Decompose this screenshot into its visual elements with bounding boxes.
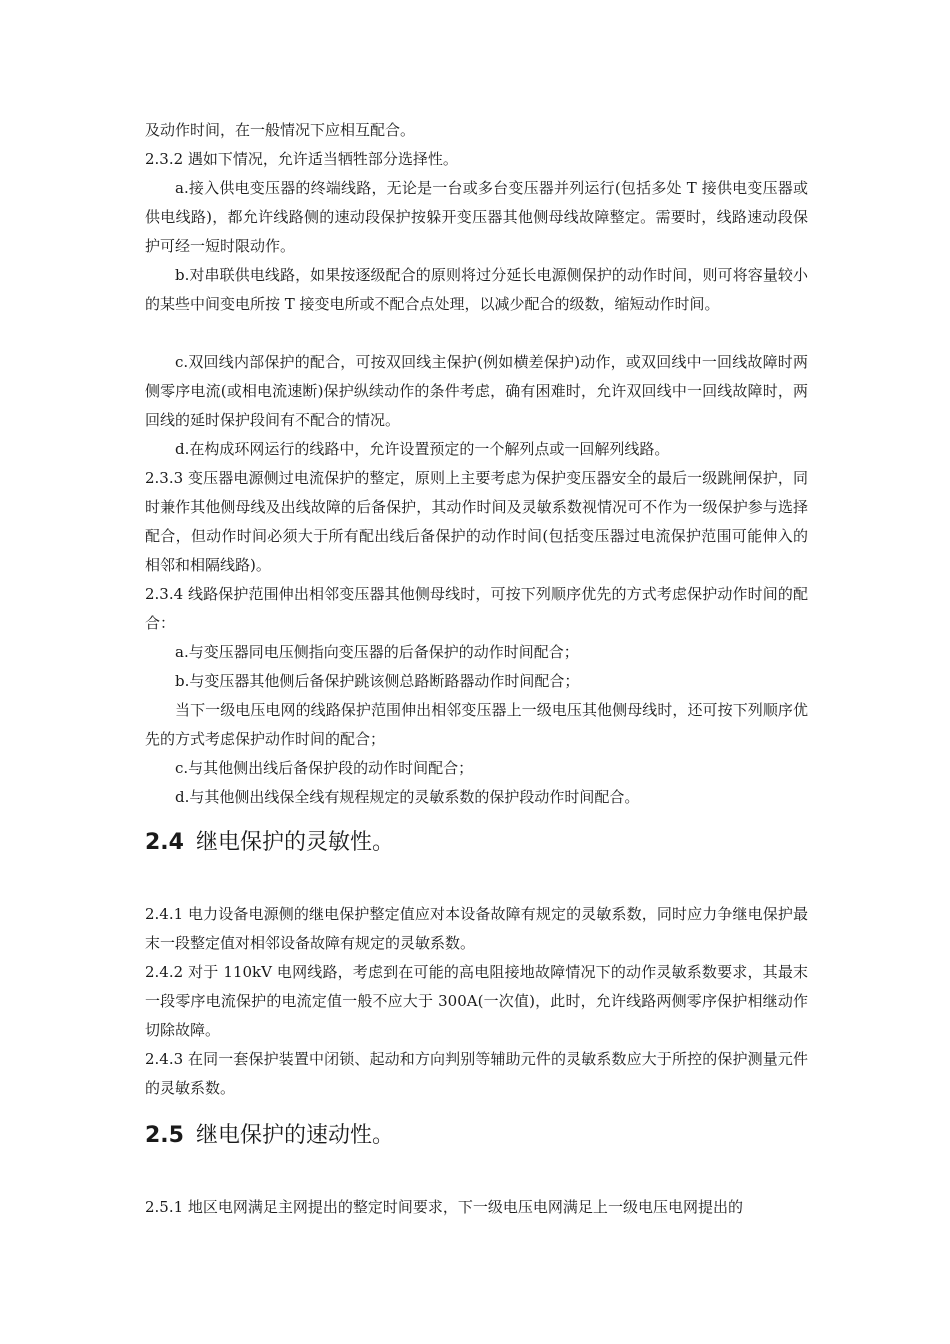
- clause-2-4-3: 2.4.3 在同一套保护装置中闭锁、起动和方向判别等辅助元件的灵敏系数应大于所控的保护测量元件的灵敏系数。: [145, 1050, 808, 1097]
- clause-2-3-4-note: 当下一级电压电网的线路保护范围伸出相邻变压器上一级电压其他侧母线时，还可按下列顺序优先的方式考虑保护动作时间的配合；: [145, 701, 808, 748]
- clause-2-3-4-a: a.与变压器同电压侧指向变压器的后备保护的动作时间配合；: [175, 643, 579, 661]
- clause-2-3-4: 2.3.4 线路保护范围伸出相邻变压器其他侧母线时，可按下列顺序优先的方式考虑保护动作时间的配合：: [145, 585, 808, 632]
- clause-2-3-2-a: a.接入供电变压器的终端线路，无论是一台或多台变压器并列运行(包括多处 T 接供电变压器或供电线路)，都允许线路侧的速动段保护按躲开变压器其他侧母线故障整定。需要时，线路速动段保护可经一短时限动作。: [145, 179, 808, 255]
- section-title: 继电保护的速动性。: [195, 1123, 394, 1148]
- clause-2-3-4-b: b.与变压器其他侧后备保护跳该侧总路断路器动作时间配合；: [175, 672, 580, 690]
- section-heading-2-5: [145, 1121, 394, 1151]
- section-number: 2.5: [145, 1123, 184, 1148]
- clause-2-4-2: 2.4.2 对于 110kV 电网线路，考虑到在可能的高电阻接地故障情况下的动作灵敏系数要求，其最末一段零序电流保护的电流定值一般不应大于 300A(一次值)，此时，允许线路两侧零序保护相继动作切除故障。: [145, 963, 808, 1039]
- clause-2-5-1: 2.5.1 地区电网满足主网提出的整定时间要求，下一级电压电网满足上一级电压电网提出的: [145, 1198, 743, 1216]
- clause-2-3-2-c: c.双回线内部保护的配合，可按双回线主保护(例如横差保护)动作，或双回线中一回线故障时两侧零序电流(或相电流速断)保护纵续动作的条件考虑，确有困难时，允许双回线中一回线故障时，两回线的延时保护段间有不配合的情况。: [145, 353, 808, 429]
- clause-2-3-2: 2.3.2 遇如下情况，允许适当牺牲部分选择性。: [145, 150, 458, 168]
- clause-2-3-4-d: d.与其他侧出线保全线有规程规定的灵敏系数的保护段动作时间配合。: [175, 788, 640, 806]
- clause-2-4-1: 2.4.1 电力设备电源侧的继电保护整定值应对本设备故障有规定的灵敏系数，同时应力争继电保护最末一段整定值对相邻设备故障有规定的灵敏系数。: [145, 905, 808, 952]
- section-number: 2.4: [145, 830, 184, 855]
- section-title: 继电保护的灵敏性。: [195, 830, 394, 855]
- clause-2-3-3: 2.3.3 变压器电源侧过电流保护的整定，原则上主要考虑为保护变压器安全的最后一级跳闸保护，同时兼作其他侧母线及出线故障的后备保护，其动作时间及灵敏系数视情况可不作为一级保护参与选择配合，但动作时间必须大于所有配出线后备保护的动作时间(包括变压器过电流保护范围可能伸入的相邻和相隔线路)。: [145, 469, 808, 574]
- section-heading-2-4: [145, 828, 394, 858]
- clause-2-3-4-c: c.与其他侧出线后备保护段的动作时间配合；: [175, 759, 474, 777]
- clause-2-3-2-d: d.在构成环网运行的线路中，允许设置预定的一个解列点或一回解列线路。: [175, 440, 670, 458]
- clause-2-3-2-b: b.对串联供电线路，如果按逐级配合的原则将过分延长电源侧保护的动作时间，则可将容量较小的某些中间变电所按 T 接变电所或不配合点处理，以减少配合的级数，缩短动作时间。: [145, 266, 808, 313]
- paragraph-continuation: 及动作时间，在一般情况下应相互配合。: [145, 121, 416, 139]
